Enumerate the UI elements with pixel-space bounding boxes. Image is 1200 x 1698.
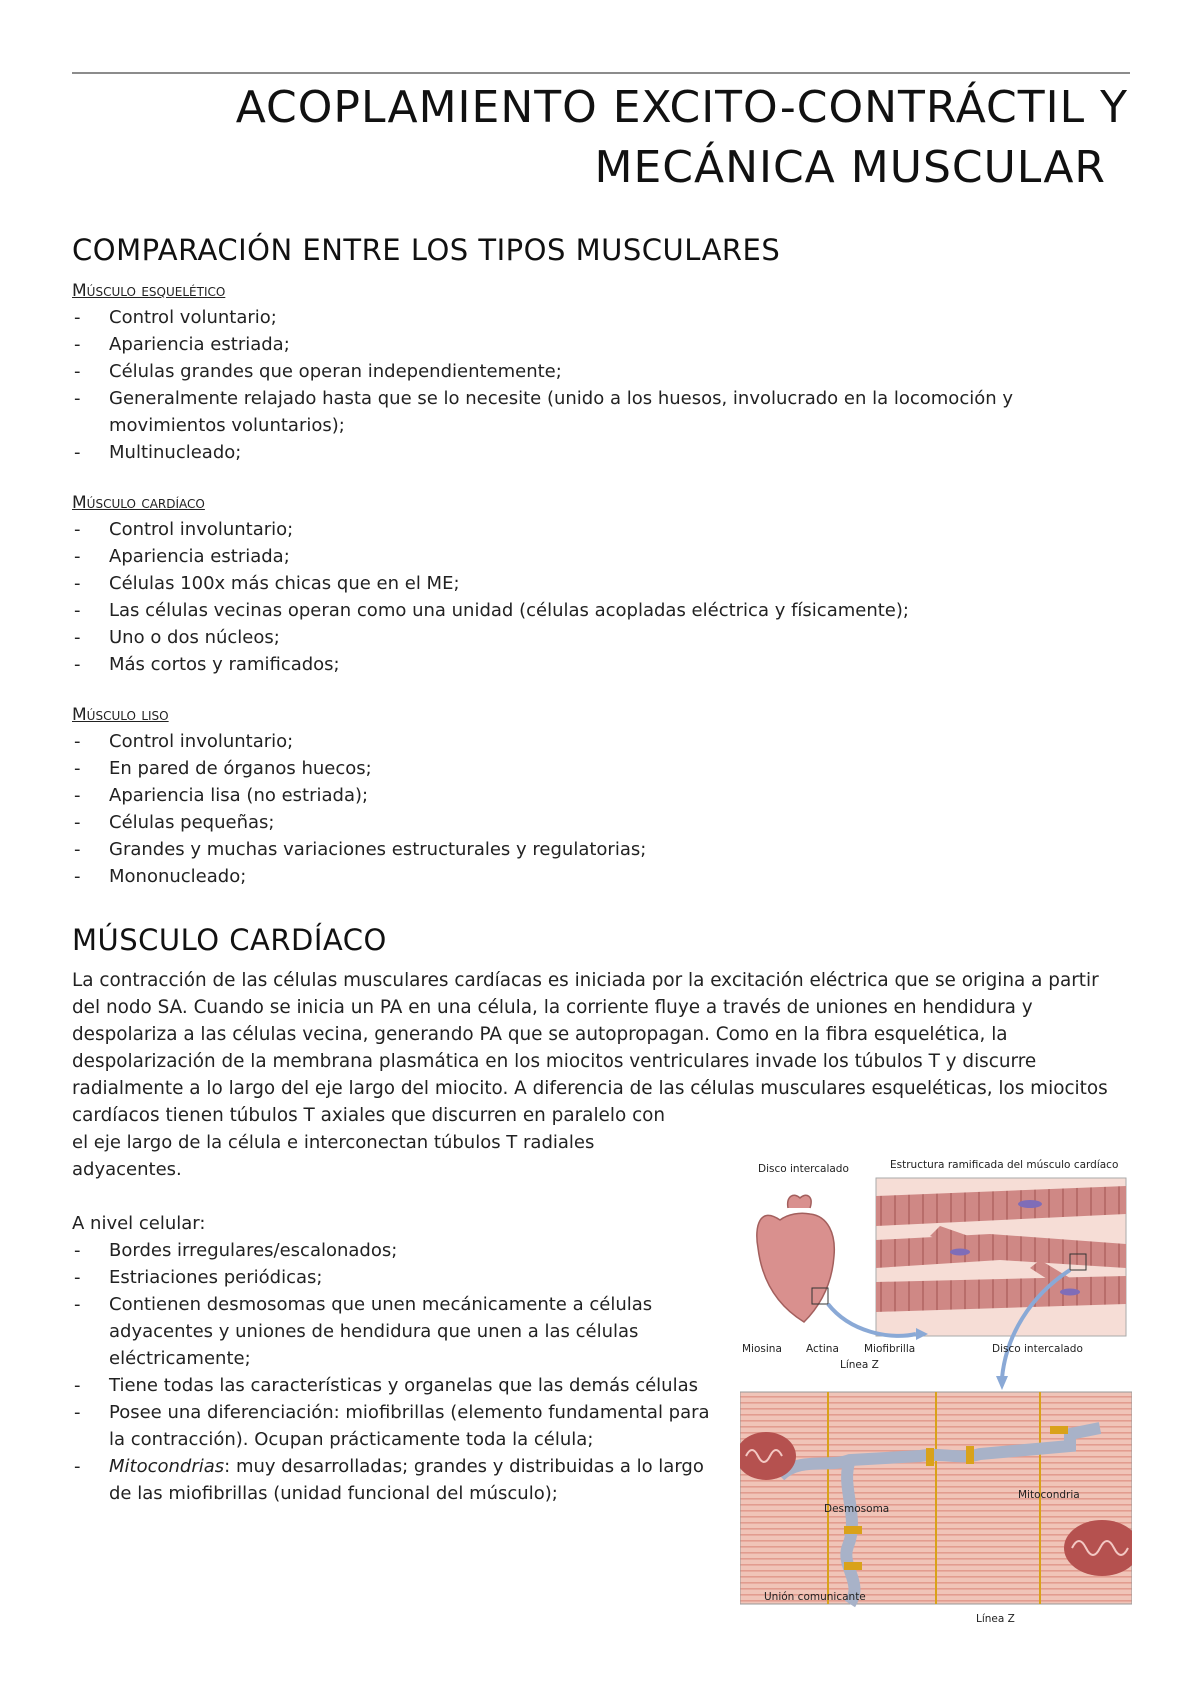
list-item: - Más cortos y ramificados; <box>72 651 1132 678</box>
list-cardiac <box>72 516 1132 678</box>
list-item: - Apariencia lisa (no estriada); <box>72 782 1132 809</box>
list-item: - Posee una diferenciación: miofibrillas (elemento fundamental para la contracción). Ocupan prácticamente toda la célula; <box>72 1399 712 1453</box>
label-linea-z-bottom: Línea Z <box>976 1613 1015 1625</box>
list-item: - Células grandes que operan independientemente; <box>72 358 1132 385</box>
label-disco-mid: Disco intercalado <box>992 1343 1083 1355</box>
list-item: - Células pequeñas; <box>72 809 1132 836</box>
label-actina: Actina <box>806 1343 839 1355</box>
cardiac-paragraph-tail-2: adyacentes. <box>72 1159 182 1180</box>
cardiac-paragraph: La contracción de las células musculares cardíacas es iniciada por la excitación eléctrica que se origina a partir del nodo SA. Cuando se inicia un PA en una célula, la corriente fluye a través de uniones en hendidura y despolariza a las células vecina, generando PA que se autopropagan. Como en la fibra esquelética, la despolarización de la membrana plasmática en los miocitos ventriculares invade los túbulos T y discurre radialmente a lo largo del eje largo del miocito. A diferencia de las células musculares esqueléticas, los miocitos cardíacos tienen túbulos T axiales que discurren en paralelo con <box>72 970 1108 1126</box>
list-item: - Generalmente relajado hasta que se lo necesite (unido a los huesos, involucrado en la locomoción y movimientos voluntarios); <box>72 385 1132 439</box>
subheading-skeletal: Músculo esquelético <box>72 281 226 301</box>
list-item: - Las células vecinas operan como una unidad (células acopladas eléctrica y físicamente); <box>72 597 1132 624</box>
list-item: - Multinucleado; <box>72 439 1132 466</box>
list-item: - Control involuntario; <box>72 516 1132 543</box>
list-item: - Apariencia estriada; <box>72 543 1132 570</box>
list-item <box>72 1453 712 1507</box>
list-item: - Control involuntario; <box>72 728 1132 755</box>
mito-description: : muy desarrolladas; grandes y distribuidas a lo largo de las miofibrillas (unidad funcional del músculo); <box>109 1456 704 1504</box>
section-heading-comparison: COMPARACIÓN ENTRE LOS TIPOS MUSCULARES <box>72 233 781 267</box>
list-item: - Uno o dos núcleos; <box>72 624 1132 651</box>
list-item: - Estriaciones periódicas; <box>72 1264 712 1291</box>
list-item: - Grandes y muchas variaciones estructurales y regulatorias; <box>72 836 1132 863</box>
list-item: - Contienen desmosomas que unen mecánicamente a células adyacentes y uniones de hendidura que unen a las células eléctricamente; <box>72 1291 712 1372</box>
label-miosina: Miosina <box>742 1343 782 1355</box>
label-disco-top: Disco intercalado <box>758 1163 849 1175</box>
cardiac-paragraph-tail-1: el eje largo de la célula e interconectan túbulos T radiales <box>72 1132 595 1153</box>
label-linea-z-top: Línea Z <box>840 1359 879 1371</box>
cell-level-label: A nivel celular: <box>72 1213 206 1234</box>
list-skeletal <box>72 304 1132 466</box>
list-item: - Apariencia estriada; <box>72 331 1132 358</box>
list-item: - Tiene todas las características y organelas que las demás células <box>72 1372 712 1399</box>
title-rule <box>72 72 1130 74</box>
mito-term: Mitocondrias <box>109 1456 225 1477</box>
label-desmosoma: Desmosoma <box>824 1503 890 1515</box>
label-miofibrilla: Miofibrilla <box>864 1343 916 1355</box>
document-title <box>128 78 1128 198</box>
label-union: Unión comunicante <box>764 1591 866 1603</box>
cardiac-muscle-figure <box>740 1156 1132 1626</box>
list-item: - Mononucleado; <box>72 863 1132 890</box>
list-smooth <box>72 728 1132 890</box>
list-item: - Bordes irregulares/escalonados; <box>72 1237 712 1264</box>
title-line-2: MECÁNICA MUSCULAR <box>594 142 1106 193</box>
subheading-cardiac: Músculo cardíaco <box>72 493 205 513</box>
branched-muscle-image <box>876 1178 1126 1336</box>
label-estructura: Estructura ramificada del músculo cardíaco <box>890 1159 1119 1171</box>
list-cell-level <box>72 1237 712 1507</box>
list-item: - En pared de órganos huecos; <box>72 755 1132 782</box>
title-line-1: ACOPLAMIENTO EXCITO-CONTRÁCTIL Y <box>235 82 1128 133</box>
subheading-smooth: Músculo liso <box>72 705 169 725</box>
figure-illustration <box>740 1156 1132 1626</box>
heart-icon <box>757 1195 834 1322</box>
list-item: - Control voluntario; <box>72 304 1132 331</box>
list-item: - Células 100x más chicas que en el ME; <box>72 570 1132 597</box>
section-heading-cardiac: MÚSCULO CARDÍACO <box>72 923 387 957</box>
label-mitocondria: Mitocondria <box>1018 1489 1080 1501</box>
